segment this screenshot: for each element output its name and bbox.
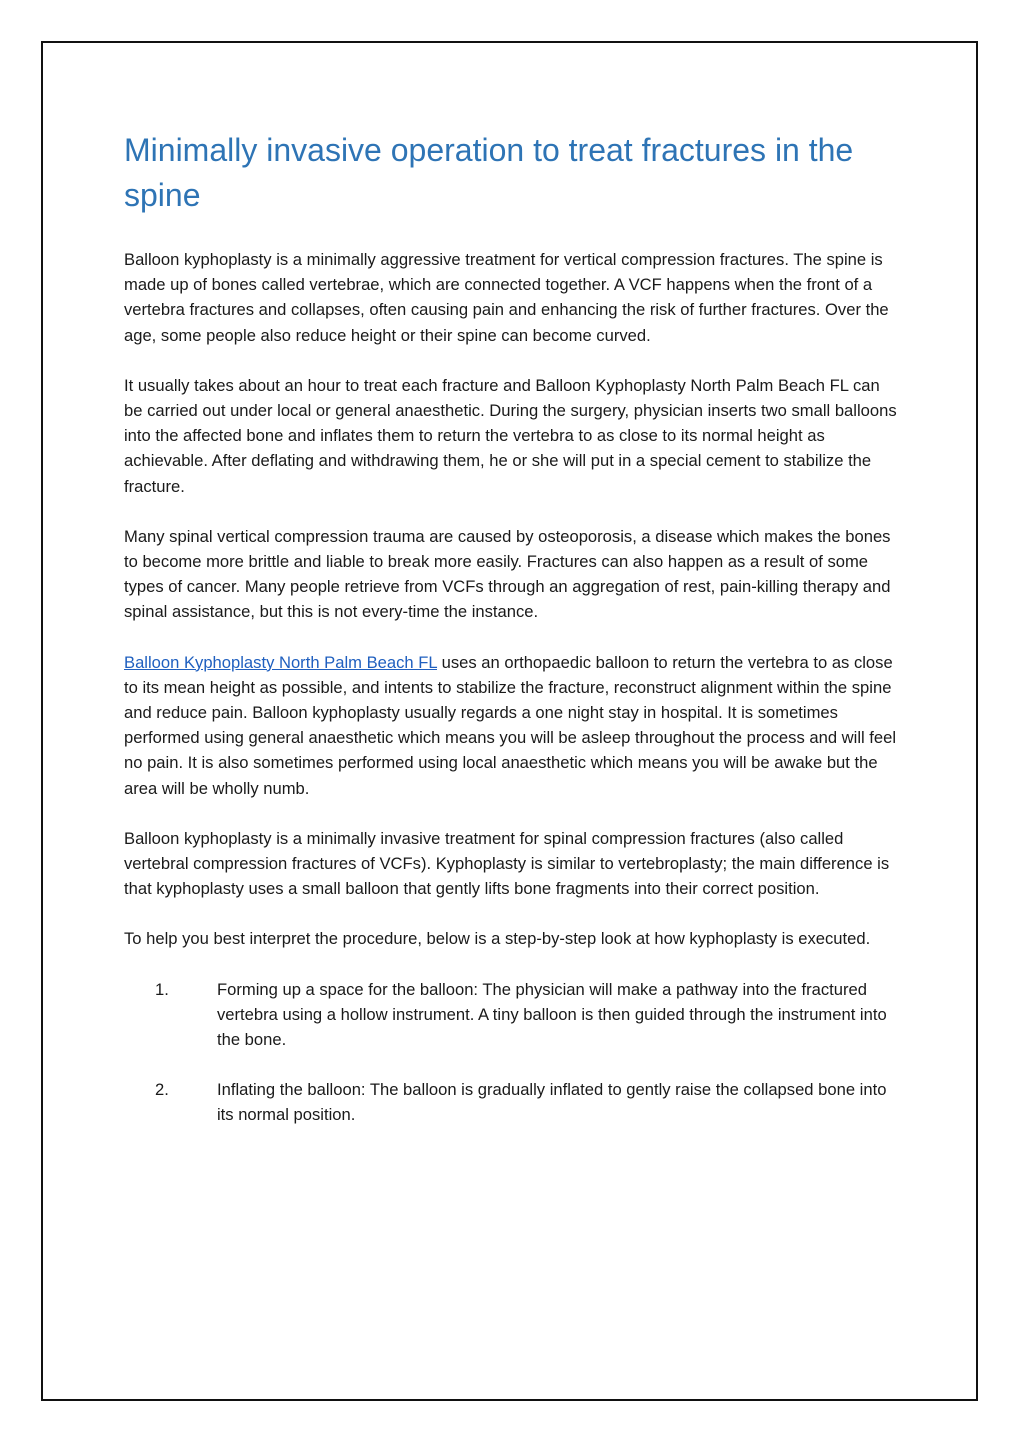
- paragraph-steps-intro: To help you best interpret the procedure, below is a step-by-step look at how kyphoplasty is executed.: [124, 929, 871, 949]
- list-item: [124, 1077, 902, 1127]
- paragraph-definition: Balloon kyphoplasty is a minimally invasive treatment for spinal compression fractures (also called vertebral compression fractures of VCFs). Kyphoplasty is similar to vertebroplasty; the main difference is that kyphoplasty uses a small balloon that gently lifts bone fragments into their correct position.: [124, 828, 890, 899]
- paragraph-causes: Many spinal vertical compression trauma are caused by osteoporosis, a disease which makes the bones to become more brittle and liable to break more easily. Fractures can also happen as a result of some types of cancer. Many people retrieve from VCFs through an aggregation of rest, pain-killing therapy and spinal assistance, but this is not every-time the instance.: [124, 526, 891, 622]
- kyphoplasty-link[interactable]: Balloon Kyphoplasty North Palm Beach FL: [124, 652, 437, 672]
- step-text: Forming up a space for the balloon: The physician will make a pathway into the fractured vertebra using a hollow instrument. A tiny balloon is then guided through the instrument into the bone.: [217, 979, 887, 1050]
- paragraph-procedure-time: It usually takes about an hour to treat each fracture and Balloon Kyphoplasty North Palm Beach FL can be carried out under local or general anaesthetic. During the surgery, physician inserts two small balloons into the affected bone and inflates them to return the vertebra to as close to its normal height as achievable. After deflating and withdrawing them, he or she will put in a special cement to stabilize the fracture.: [124, 375, 897, 496]
- list-item: [124, 977, 902, 1053]
- step-text: Inflating the balloon: The balloon is gradually inflated to gently raise the collapsed bone into its normal position.: [217, 1080, 887, 1125]
- document-title: Minimally invasive operation to treat fractures in the spine: [124, 132, 854, 213]
- paragraph-link-continuation: uses an orthopaedic balloon to return the vertebra to as close to its mean height as possible, and intents to stabilize the fracture, reconstruct alignment within the spine and reduce pain. Balloon kyphoplasty usually regards a one night stay in hospital. It is sometimes performed using general anaesthetic which means you will be asleep throughout the process and will feel no pain. It is also sometimes performed using local anaesthetic which means you will be awake but the area will be wholly numb.: [124, 652, 897, 798]
- steps-list: [124, 977, 902, 1128]
- step-number: 2.: [155, 1080, 169, 1100]
- paragraph-with-link: [124, 650, 902, 801]
- step-number: 1.: [155, 979, 169, 999]
- document-body: [124, 128, 902, 1153]
- article-text: [124, 247, 902, 1128]
- paragraph-intro: Balloon kyphoplasty is a minimally aggressive treatment for vertical compression fractures. The spine is made up of bones called vertebrae, which are connected together. A VCF happens when the front of a vertebra fractures and collapses, often causing pain and enhancing the risk of further fractures. Over the age, some people also reduce height or their spine can become curved.: [124, 250, 889, 345]
